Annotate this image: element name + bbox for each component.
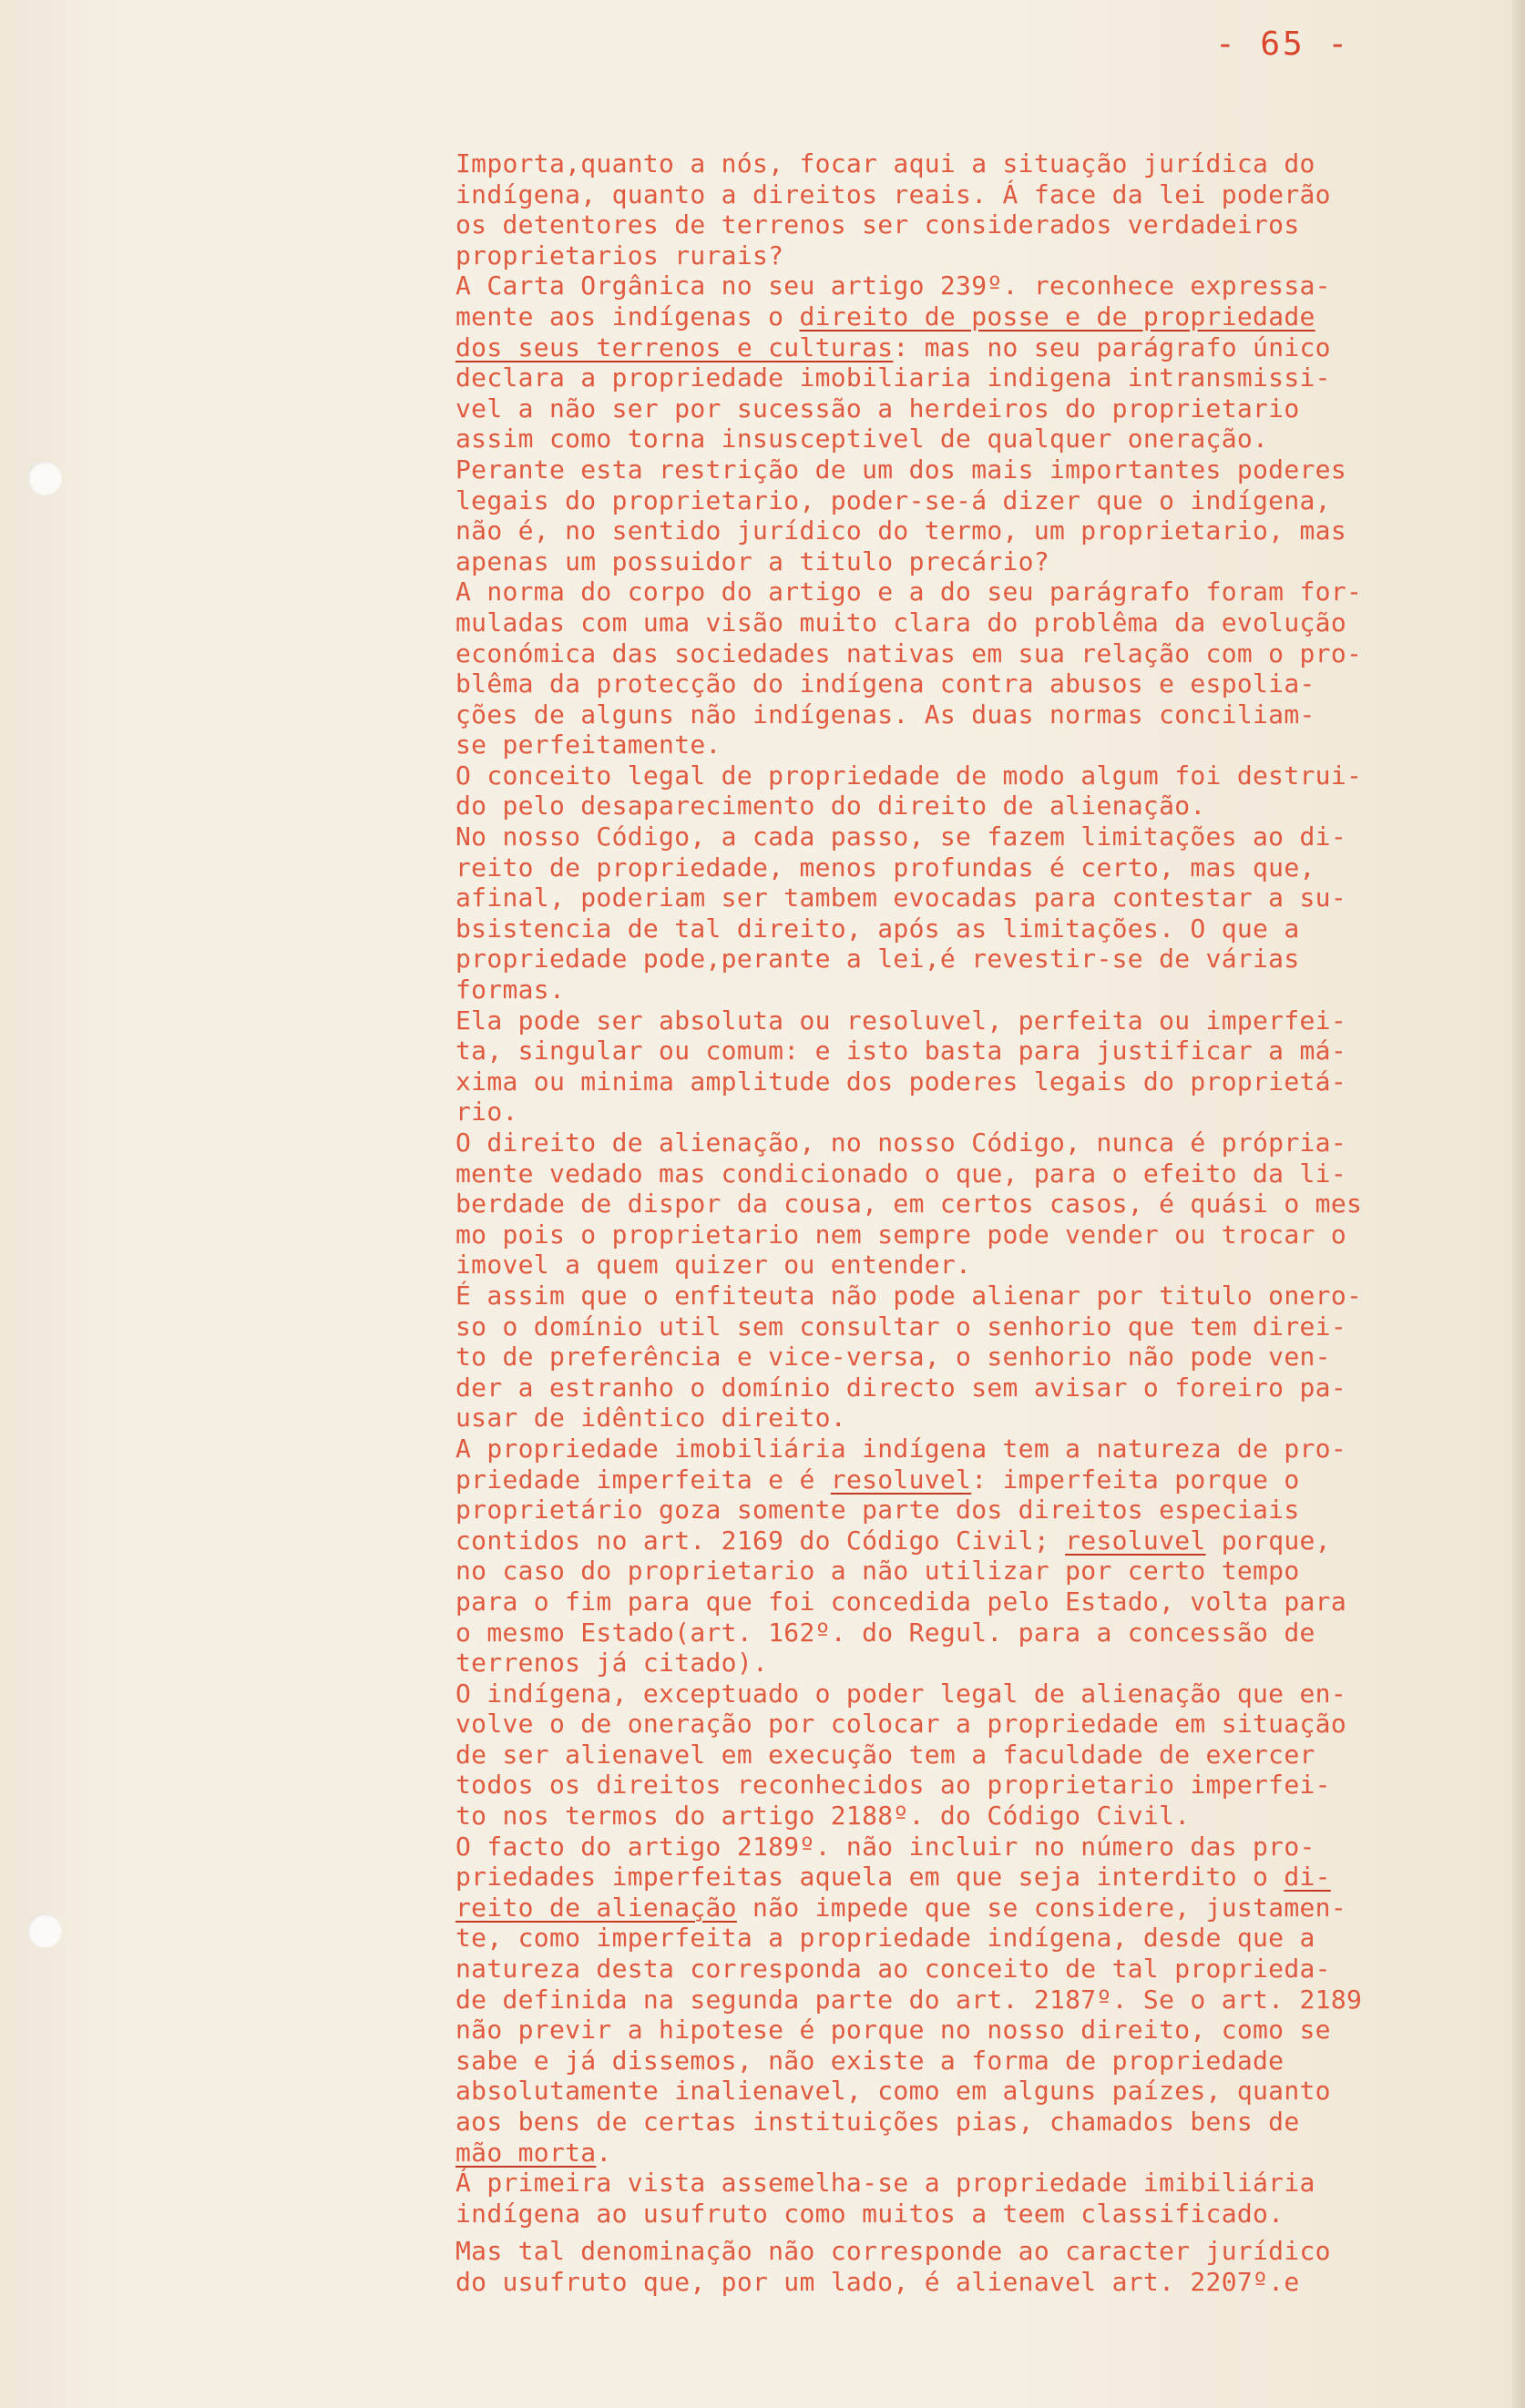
text-line: [455, 730, 1512, 760]
text-segment: do pelo desaparecimento do direito de alienação.: [455, 791, 1206, 821]
text-segment: de definida na segunda parte do art. 2187º. Se o art. 2189: [455, 1984, 1363, 2015]
text-line: [455, 791, 1512, 821]
text-segment: so o domínio util sem consultar o senhorio que tem direi-: [455, 1311, 1346, 1342]
text-line: [455, 883, 1512, 913]
text-line: [455, 821, 1512, 852]
punch-hole-top: [27, 461, 62, 495]
text-segment: priedades imperfeitas aquela em que seja interdito o: [455, 1862, 1284, 1893]
text-line: [455, 1189, 1512, 1219]
text-line: [455, 362, 1512, 393]
text-segment: .: [596, 2137, 612, 2168]
text-line: [455, 1158, 1512, 1189]
text-segment: os detentores de terrenos ser considerados verdadeiros: [455, 209, 1300, 240]
text-line: [455, 913, 1512, 944]
text-segment: vel a não ser por sucessão a herdeiros do proprietario: [455, 393, 1300, 423]
text-segment: blêma da protecção do indígena contra abusos e espolia-: [455, 668, 1315, 699]
text-segment: bsistencia de tal direito, após as limitações. O que a: [455, 913, 1300, 944]
text-line: [455, 1372, 1512, 1403]
text-segment: O direito de alienação, no nosso Código, nunca é própria-: [455, 1127, 1346, 1158]
text-line: [455, 1097, 1512, 1127]
text-segment: não impede que se considere, justamen-: [736, 1892, 1346, 1923]
text-segment: sabe e já dissemos, não existe a forma de propriedade: [455, 2045, 1284, 2076]
body-text: [455, 148, 1512, 2298]
text-segment: mente vedado mas condicionado o que, para o efeito da li-: [455, 1158, 1346, 1189]
text-segment: apenas um possuidor a titulo precário?: [455, 546, 1049, 576]
text-line: [455, 1862, 1512, 1893]
text-line: [455, 1954, 1512, 1985]
text-line: [455, 485, 1512, 516]
text-line: [455, 974, 1512, 1005]
text-line: [455, 1770, 1512, 1801]
text-segment: assim como torna insusceptivel de qualquer oneração.: [455, 423, 1269, 454]
text-segment: A Carta Orgânica no seu artigo 239º. reconhece expressa-: [455, 270, 1331, 301]
text-segment: Importa,quanto a nós, focar aqui a situação jurídica do: [455, 148, 1315, 179]
text-segment: O conceito legal de propriedade de modo algum foi destrui-: [455, 760, 1363, 791]
text-line: [455, 546, 1512, 577]
text-segment: se perfeitamente.: [455, 730, 722, 760]
text-line: [455, 1740, 1512, 1770]
text-segment: Ela pode ser absoluta ou resoluvel, perfeita ou imperfei-: [455, 1005, 1346, 1036]
text-segment: to nos termos do artigo 2188º. do Código Civil.: [455, 1801, 1191, 1832]
text-segment: económica das sociedades nativas em sua relação com o pro-: [455, 638, 1363, 668]
text-line: [455, 209, 1512, 240]
text-line: [455, 1556, 1512, 1587]
text-line: [455, 2046, 1512, 2076]
text-line: [455, 699, 1512, 730]
text-segment: te, como imperfeita a propriedade indígena, desde que a: [455, 1923, 1315, 1954]
text-segment: declara a propriedade imobiliaria indigena intransmissi-: [455, 362, 1331, 393]
text-line: [455, 2076, 1512, 2107]
text-segment: O facto do artigo 2189º. não incluir no número das pro-: [455, 1831, 1315, 1862]
text-segment: afinal, poderiam ser tambem evocadas para contestar a su-: [455, 883, 1346, 913]
text-line: [455, 1281, 1512, 1311]
text-segment: rio.: [455, 1097, 518, 1127]
text-segment: do usufruto que, por um lado, é alienavel art. 2207º.e: [455, 2266, 1300, 2297]
page-number: - 65 -: [1215, 26, 1351, 63]
text-segment: No nosso Código, a cada passo, se fazem limitações ao di-: [455, 821, 1346, 852]
text-segment: ções de alguns não indígenas. As duas normas conciliam-: [455, 699, 1315, 730]
text-segment: legais do proprietario, poder-se-á dizer que o indígena,: [455, 485, 1331, 515]
text-line: [455, 1434, 1512, 1464]
text-segment: Mas tal denominação não corresponde ao caracter jurídico: [455, 2236, 1331, 2267]
text-line: [455, 148, 1512, 179]
text-segment: to de preferência e vice-versa, o senhorio não pode ven-: [455, 1342, 1331, 1372]
text-segment: imovel a quem quizer ou entender.: [455, 1250, 972, 1281]
text-segment: no caso do proprietario a não utilizar por certo tempo: [455, 1556, 1300, 1587]
text-segment: absolutamente inalienavel, como em alguns paízes, quanto: [455, 2076, 1331, 2107]
text-line: [455, 1036, 1512, 1066]
text-line: [455, 1617, 1512, 1648]
text-line: [455, 1525, 1512, 1556]
text-line: [455, 1127, 1512, 1158]
text-segment: de ser alienavel em execução tem a faculdade de exercer: [455, 1739, 1315, 1770]
text-line: [455, 1342, 1512, 1372]
text-segment: mo pois o proprietario nem sempre pode vender ou trocar o: [455, 1219, 1346, 1250]
text-line: [455, 332, 1512, 363]
underlined-text: resoluvel: [830, 1464, 972, 1495]
text-line: [455, 1403, 1512, 1434]
text-segment: propriedade pode,perante a lei,é revestir-se de várias: [455, 944, 1300, 974]
text-segment: não é, no sentido jurídico do termo, um proprietario, mas: [455, 515, 1346, 546]
text-segment: : mas no seu parágrafo único: [893, 332, 1331, 362]
text-segment: berdade de dispor da cousa, em certos casos, é quási o mes: [455, 1189, 1363, 1219]
text-line: [455, 668, 1512, 699]
text-segment: para o fim para que foi concedida pelo Estado, volta para: [455, 1586, 1346, 1617]
underlined-text: di-: [1284, 1862, 1331, 1893]
text-line: [455, 393, 1512, 424]
text-segment: o mesmo Estado(art. 162º. do Regul. para a concessão de: [455, 1617, 1315, 1648]
text-line: [455, 2015, 1512, 2046]
text-line: [455, 1678, 1512, 1709]
text-line: [455, 1219, 1512, 1250]
underlined-text: mão morta: [455, 2137, 597, 2168]
text-segment: É assim que o enfiteuta não pode alienar por titulo onero-: [455, 1280, 1363, 1311]
text-line: [455, 1832, 1512, 1862]
text-line: [455, 607, 1512, 638]
text-segment: indígena ao usufruto como muitos a teem classificado.: [455, 2198, 1284, 2229]
text-segment: muladas com uma visão muito clara do problêma da evolução: [455, 607, 1346, 638]
text-line: [455, 1495, 1512, 1525]
text-segment: : imperfeita porque o: [971, 1464, 1300, 1495]
text-line: [455, 760, 1512, 791]
text-line: [455, 270, 1512, 301]
text-line: [455, 2236, 1512, 2267]
text-line: [455, 1923, 1512, 1954]
text-line: [455, 1005, 1512, 1036]
text-line: [455, 2168, 1512, 2199]
text-segment: der a estranho o domínio directo sem avisar o foreiro pa-: [455, 1372, 1346, 1403]
text-segment: não previr a hipotese é porque no nosso direito, como se: [455, 2015, 1331, 2046]
text-segment: reito de propriedade, menos profundas é certo, mas que,: [455, 852, 1315, 883]
text-segment: aos bens de certas instituições pias, chamados bens de: [455, 2107, 1300, 2137]
text-line: [455, 423, 1512, 454]
text-segment: proprietarios rurais?: [455, 240, 784, 270]
text-segment: indígena, quanto a direitos reais. Á face da lei poderão: [455, 179, 1331, 209]
text-line: [455, 2138, 1512, 2168]
underlined-text: direito de posse e de propriedade: [799, 301, 1315, 332]
underlined-text: resoluvel: [1065, 1525, 1206, 1556]
text-segment: porque,: [1205, 1525, 1331, 1556]
underlined-text: reito de alienação: [455, 1892, 737, 1923]
text-segment: proprietário goza somente parte dos direitos especiais: [455, 1495, 1300, 1525]
text-line: [455, 1985, 1512, 2015]
text-line: [455, 515, 1512, 546]
text-line: [455, 1311, 1512, 1342]
text-line: [455, 2267, 1512, 2298]
text-segment: natureza desta corresponda ao conceito de tal proprieda-: [455, 1954, 1331, 1985]
text-line: [455, 638, 1512, 669]
text-segment: terrenos já citado).: [455, 1648, 769, 1678]
text-line: [455, 2199, 1512, 2229]
text-segment: usar de idêntico direito.: [455, 1403, 846, 1434]
text-line: [455, 1801, 1512, 1832]
text-line: [455, 240, 1512, 271]
text-segment: A propriedade imobiliária indígena tem a natureza de pro-: [455, 1433, 1346, 1464]
text-segment: volve o de oneração por colocar a propriedade em situação: [455, 1709, 1346, 1740]
text-segment: formas.: [455, 974, 566, 1005]
text-segment: todos os direitos reconhecidos ao proprietario imperfei-: [455, 1770, 1331, 1801]
text-line: [455, 301, 1512, 332]
page-fold-shadow: [1512, 0, 1525, 2408]
text-line: [455, 576, 1512, 607]
text-line: [455, 1464, 1512, 1495]
text-segment: ta, singular ou comum: e isto basta para justificar a má-: [455, 1036, 1346, 1066]
text-segment: mente aos indígenas o: [455, 301, 800, 332]
text-line: [455, 1066, 1512, 1097]
text-line: [455, 179, 1512, 210]
text-segment: Perante esta restrição de um dos mais importantes poderes: [455, 454, 1346, 485]
text-segment: contidos no art. 2169 do Código Civil;: [455, 1525, 1066, 1556]
underlined-text: dos seus terrenos e culturas: [455, 332, 894, 362]
text-segment: priedade imperfeita e é: [455, 1464, 831, 1495]
text-line: [455, 1250, 1512, 1281]
text-line: [455, 1893, 1512, 1923]
punch-hole-bottom: [27, 1913, 62, 1948]
text-line: [455, 944, 1512, 974]
text-line: [455, 2107, 1512, 2138]
text-segment: Á primeira vista assemelha-se a propriedade imibiliária: [455, 2168, 1315, 2199]
text-line: [455, 852, 1512, 883]
text-line: [455, 1587, 1512, 1617]
text-segment: A norma do corpo do artigo e a do seu parágrafo foram for-: [455, 576, 1363, 607]
text-segment: xima ou minima amplitude dos poderes legais do proprietá-: [455, 1066, 1346, 1097]
text-line: [455, 1648, 1512, 1678]
text-line: [455, 454, 1512, 485]
text-segment: O indígena, exceptuado o poder legal de alienação que en-: [455, 1678, 1346, 1709]
text-line: [455, 1709, 1512, 1740]
